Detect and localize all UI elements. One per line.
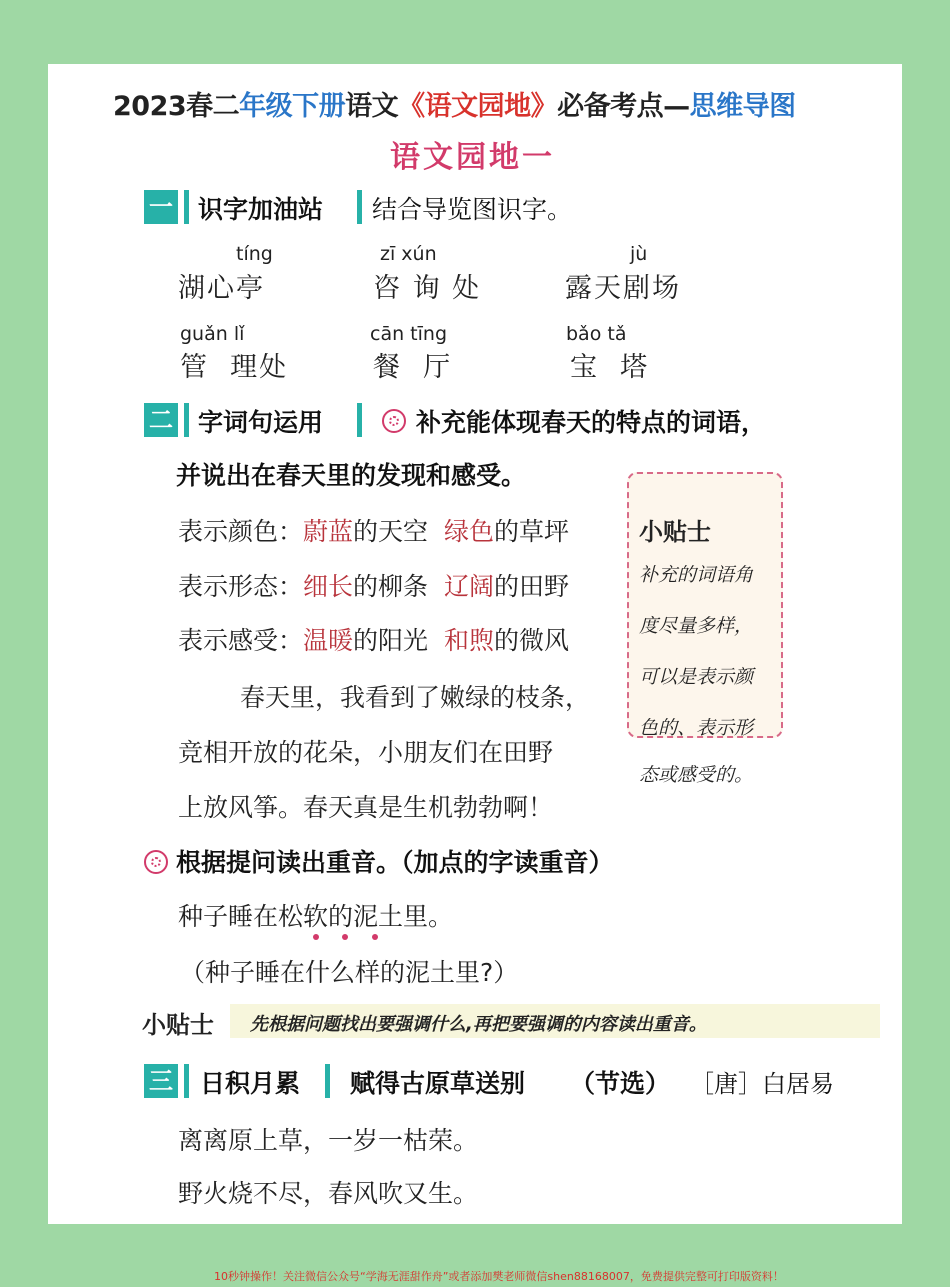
tip-label: 小贴士 xyxy=(142,1011,214,1039)
paragraph-line: 竞相开放的花朵，小朋友们在田野 xyxy=(178,738,554,767)
section-desc: 并说出在春天里的发现和感受。 xyxy=(176,461,527,490)
pinyin: zī xún xyxy=(380,243,437,265)
line-text: 的柳条 xyxy=(353,572,429,601)
line-text: 的微风 xyxy=(493,626,569,655)
exercise-title: 根据提问读出重音。（加点的字读重音） xyxy=(176,848,614,877)
poem-excerpt: （节选） xyxy=(570,1069,671,1098)
stress-question: （种子睡在什么样的泥土里?） xyxy=(180,958,519,987)
word-line xyxy=(178,512,569,548)
divider xyxy=(325,1064,330,1098)
section-desc: 结合导览图识字。 xyxy=(372,195,573,224)
pinyin: jù xyxy=(630,243,648,265)
tip-box xyxy=(627,472,783,786)
section-number: 二 xyxy=(144,403,178,437)
tip-label: 小贴士 xyxy=(639,518,711,546)
section-title: 字词句运用 xyxy=(198,408,324,437)
section-number: 三 xyxy=(144,1064,178,1098)
section-number: 一 xyxy=(144,190,178,224)
tip-line: 态或感受的。 xyxy=(639,764,754,786)
title-part: 《语文园地》 xyxy=(398,91,558,122)
footer-note: 10秒钟操作！关注微信公众号“学海无涯甜作舟”或者添加樊老师微信shen88168007，免费提供完整可打印版资料！ xyxy=(214,1270,784,1283)
poem-title: 赋得古原草送别 xyxy=(350,1069,526,1098)
title-part: 年级下册 xyxy=(239,91,346,122)
pinyin: cān tīng xyxy=(370,323,448,345)
title-part: 思维导图 xyxy=(689,91,796,122)
divider xyxy=(357,190,362,224)
word-line xyxy=(178,567,569,603)
line-text: 的阳光 xyxy=(353,626,429,655)
flower-icon xyxy=(144,850,168,874)
word: 露天剧场 xyxy=(565,273,681,304)
line-text: 的田野 xyxy=(493,572,569,601)
highlight-word: 辽阔 xyxy=(443,572,494,601)
stress-sentence: 种子睡在松软的泥土里。 xyxy=(178,902,454,931)
line-label: 表示颜色： xyxy=(178,517,304,546)
highlight-word: 和煦 xyxy=(443,626,494,655)
title-part: 必备考点— xyxy=(557,91,690,122)
paragraph-line: 春天里，我看到了嫩绿的枝条， xyxy=(240,683,591,712)
flower-icon xyxy=(382,409,406,433)
tip-text: 先根据问题找出要强调什么,再把要强调的内容读出重音。 xyxy=(250,1014,707,1035)
page-subtitle: 语文园地一 xyxy=(390,140,555,175)
tip-line: 补充的词语角 xyxy=(639,564,754,586)
poem-author: ［唐］白居易 xyxy=(690,1070,834,1098)
pinyin: guǎn lǐ xyxy=(180,323,245,345)
word: 餐 厅 xyxy=(373,352,453,383)
poem-line: 离离原上草，一岁一枯荣。 xyxy=(178,1126,479,1155)
word-line xyxy=(178,621,569,657)
word: 管 理处 xyxy=(180,352,289,383)
poem-line: 野火烧不尽，春风吹又生。 xyxy=(178,1179,479,1208)
stress-dot xyxy=(342,934,348,940)
pinyin: tíng xyxy=(236,243,273,265)
tip-line: 色的、表示形 xyxy=(639,717,754,739)
tip-line: 度尽量多样， xyxy=(639,615,754,637)
pinyin: bǎo tǎ xyxy=(566,323,627,345)
line-text: 的草坪 xyxy=(493,517,569,546)
stress-dot xyxy=(372,934,378,940)
divider xyxy=(184,1064,189,1098)
word: 宝 塔 xyxy=(570,352,650,383)
divider xyxy=(184,403,189,437)
section-title: 识字加油站 xyxy=(198,195,324,224)
paragraph-line: 上放风筝。春天真是生机勃勃啊！ xyxy=(178,793,554,822)
stress-dot xyxy=(313,934,319,940)
highlight-word: 蔚蓝 xyxy=(303,517,354,546)
divider xyxy=(184,190,189,224)
title-part: 2023春二 xyxy=(113,91,240,122)
page-title xyxy=(113,84,796,123)
word: 湖心亭 xyxy=(178,273,265,304)
line-label: 表示感受： xyxy=(178,626,304,655)
title-part: 语文 xyxy=(345,91,399,122)
line-label: 表示形态： xyxy=(178,572,304,601)
highlight-word: 细长 xyxy=(303,572,354,601)
word: 咨 询 处 xyxy=(373,273,482,304)
line-text: 的天空 xyxy=(353,517,429,546)
highlight-word: 温暖 xyxy=(303,626,354,655)
section-desc: 补充能体现春天的特点的词语， xyxy=(416,408,767,437)
tip-line: 可以是表示颜 xyxy=(639,666,754,688)
section-title: 日积月累 xyxy=(200,1069,301,1098)
divider xyxy=(357,403,362,437)
highlight-word: 绿色 xyxy=(443,517,494,546)
